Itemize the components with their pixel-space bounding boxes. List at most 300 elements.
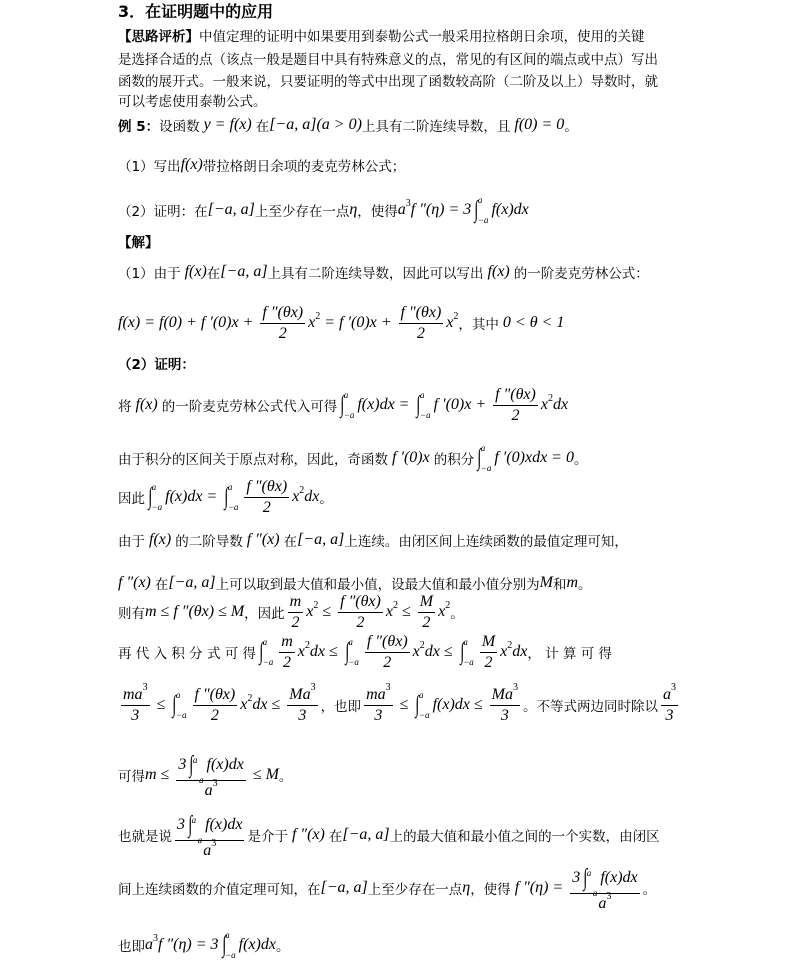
superscript: 3 — [211, 837, 217, 849]
bold-label: 【思路评析】 — [118, 29, 199, 45]
text-run: 上具有二阶连续导数，因此可以写出 — [267, 266, 484, 282]
math-expression: ma — [366, 685, 386, 703]
denominator — [420, 613, 432, 633]
text-run: 因此 — [118, 491, 145, 507]
text-run: 。 — [278, 769, 293, 785]
math-expression: a — [145, 936, 153, 953]
lower-limit: −a — [262, 657, 274, 667]
integral-limits — [348, 637, 359, 667]
text-run: 上可以取到最大值和最小值，设最大值和最小值分别为 — [215, 577, 540, 593]
integral-sign — [171, 690, 186, 720]
superscript: 2 — [507, 639, 513, 651]
upper-limit: a — [343, 390, 349, 400]
integral-sign — [258, 637, 273, 667]
lower-limit: −a — [463, 657, 474, 667]
superscript: 3 — [385, 681, 391, 693]
math-expression: f(0) = 0 — [510, 116, 565, 133]
integral-limits — [478, 195, 489, 225]
text-run: ，其中 — [458, 317, 499, 333]
integral-limits — [481, 443, 492, 473]
numerator — [570, 863, 639, 898]
math-expression: f(x)dx = — [357, 396, 414, 413]
math-expression: f(x) — [145, 531, 176, 548]
numerator — [121, 681, 150, 706]
math-expression: x — [385, 603, 393, 620]
upper-limit: a — [463, 637, 468, 647]
math-expression: ≤ — [318, 603, 336, 620]
text-run: 和 — [552, 577, 567, 593]
text-run: 上的最大值和最小值之间的一个实数，由闭区 — [389, 829, 660, 845]
integral-limits — [192, 750, 204, 785]
math-expression: [−a, a] — [207, 201, 255, 218]
math-expression: f(x) — [131, 396, 162, 413]
text-run: ，因此 — [244, 606, 285, 622]
integral-limits — [263, 637, 274, 667]
math-expression: η — [462, 879, 471, 896]
math-expression: 2 — [278, 324, 287, 342]
numerator — [279, 632, 295, 653]
math-expression: a — [204, 781, 213, 799]
math-expression: f(x)dx — [491, 201, 529, 218]
math-expression: [−a, a](a > 0) — [269, 116, 362, 133]
fraction — [176, 750, 245, 801]
denominator — [499, 706, 511, 726]
math-expression: x — [446, 314, 454, 331]
fraction — [193, 685, 238, 726]
text-run: 也就是说 — [118, 829, 172, 845]
denominator — [381, 653, 393, 673]
lower-limit: −a — [477, 215, 489, 225]
math-expression: a — [397, 201, 406, 218]
fraction — [287, 681, 317, 726]
math-expression: f ″(x) — [118, 574, 155, 591]
text-run: ，使得 — [470, 882, 511, 898]
superscript: 2 — [392, 599, 398, 611]
math-expression: Ma — [491, 685, 513, 703]
math-expression: 2 — [210, 706, 219, 724]
math-expression: η — [349, 201, 358, 218]
math-expression: 2 — [484, 653, 493, 671]
lower-limit: −a — [420, 410, 431, 420]
math-expression: 2 — [262, 498, 271, 516]
math-expression: x — [500, 643, 508, 660]
upper-limit: a — [480, 443, 486, 453]
integral-sign — [147, 482, 162, 512]
integral-symbol-icon: ∫ — [189, 751, 194, 778]
math-expression: [−a, a] — [297, 531, 345, 548]
integral-sign — [223, 482, 238, 512]
numerator — [661, 681, 678, 706]
superscript: 3 — [212, 777, 218, 789]
denominator — [129, 706, 141, 726]
math-expression: f ″(x) — [287, 826, 329, 843]
bold-label: 例 5： — [118, 119, 160, 135]
fraction — [490, 681, 520, 726]
math-expression: x — [292, 488, 300, 505]
text-run: 在 — [328, 829, 343, 845]
lower-limit: −a — [348, 657, 359, 667]
lower-limit: −a — [586, 887, 598, 898]
math-expression: x — [540, 396, 548, 413]
superscript: 3 — [310, 681, 316, 693]
upper-limit: a — [418, 690, 424, 700]
text-run: ， 计 算 可 得 — [527, 646, 613, 662]
math-expression: M — [539, 574, 553, 591]
integral-limits — [586, 863, 598, 898]
integral-sign — [339, 390, 354, 420]
fraction — [493, 385, 538, 426]
math-expression: f ″(θx) — [246, 477, 288, 495]
math-expression: 3 — [178, 755, 187, 773]
text-run: 的一阶麦克劳林公式： — [513, 266, 649, 282]
integral-sign — [188, 750, 204, 785]
text-run: 上至少存在一点 — [254, 204, 350, 220]
math-expression: f(x)dx — [238, 936, 276, 953]
denominator — [261, 498, 273, 518]
math-expression: f ″(η) = 3 — [410, 201, 472, 218]
numerator — [493, 385, 538, 406]
math-expression: f ″(θx) — [495, 385, 536, 403]
math-expression: M — [481, 632, 496, 650]
math-expression: f(x)dx = — [165, 488, 222, 505]
lower-limit: −a — [192, 774, 204, 785]
math-expression: m — [281, 632, 293, 650]
math-expression: 3 — [298, 706, 307, 724]
fraction — [365, 632, 410, 673]
lower-limit: −a — [227, 502, 239, 512]
text-run: 可得 — [118, 769, 145, 785]
integral-symbol-icon: ∫ — [221, 932, 226, 958]
upper-limit: a — [225, 930, 230, 940]
fraction — [418, 592, 435, 633]
integral-sign — [415, 390, 430, 420]
math-expression: f ″(x) — [242, 531, 284, 548]
math-expression: [−a, a] — [220, 263, 268, 280]
text-run: 中值定理的证明中如果要用到泰勒公式一般采用拉格朗日余项，使用的关键 — [199, 29, 645, 45]
numerator — [288, 592, 304, 613]
text-run: 。不等式两边同时除以 — [522, 699, 658, 715]
math-expression: x — [438, 603, 446, 620]
text-run: 上至少存在一点 — [367, 882, 463, 898]
text-run: 函数的展开式。一般来说，只要证明的等式中出现了函数较高阶（二阶及以上）导数时，就 — [118, 74, 658, 90]
superscript: 2 — [547, 392, 553, 404]
math-expression: a — [662, 685, 671, 703]
math-expression: x — [306, 603, 314, 620]
numerator — [175, 810, 244, 845]
upper-limit: a — [262, 637, 268, 647]
numerator — [338, 592, 383, 613]
math-expression: x — [240, 696, 248, 713]
upper-limit: a — [151, 482, 157, 492]
superscript: 2 — [315, 310, 321, 322]
superscript: 3 — [670, 681, 676, 693]
denominator — [203, 777, 220, 801]
integral-limits — [191, 810, 203, 845]
text-run: 在 — [206, 266, 221, 282]
fraction — [399, 303, 444, 344]
lower-limit: −a — [225, 950, 236, 960]
denominator — [281, 653, 293, 673]
integral-limits — [225, 930, 236, 960]
numerator — [399, 303, 444, 324]
integral-sign — [459, 637, 474, 667]
math-expression: [−a, a] — [168, 574, 216, 591]
text-run: （2）证明：在 — [118, 204, 208, 220]
math-expression: dx — [304, 488, 320, 505]
integral-symbol-icon: ∫ — [172, 692, 177, 718]
math-expression: a — [203, 841, 212, 859]
text-run: 上具有二阶连续导数，且 — [361, 119, 511, 135]
integral-symbol-icon: ∫ — [477, 445, 482, 471]
text-run: 间上连续函数的介值定理可知，在 — [118, 882, 321, 898]
text-run: 。 — [573, 452, 588, 468]
math-expression: 2 — [422, 613, 431, 631]
math-expression: f ″(θx) — [262, 303, 304, 321]
math-expression: ≤ M — [248, 766, 279, 783]
math-expression: x — [297, 643, 305, 660]
math-expression: x — [412, 643, 420, 660]
text-run: 也即 — [118, 939, 145, 955]
upper-limit: a — [586, 867, 592, 878]
math-expression: f ″(η) = 3 — [158, 936, 219, 953]
text-run: 。 — [319, 491, 333, 507]
text-run: 的二阶导数 — [175, 534, 243, 550]
lower-limit: −a — [175, 710, 187, 720]
math-expression: f(x)dx — [205, 815, 243, 833]
math-expression: m — [289, 592, 302, 610]
text-run: 。 — [578, 577, 592, 593]
math-expression: ≤ — [395, 696, 413, 713]
text-run: ，也即 — [320, 699, 362, 715]
math-expression: dx — [552, 396, 569, 413]
integral-limits — [463, 637, 474, 667]
math-expression: f ″(η) = — [510, 879, 568, 896]
fraction — [288, 592, 304, 633]
integral-sign — [344, 637, 359, 667]
superscript: 2 — [419, 639, 425, 651]
text-run: （1）写出 — [118, 159, 181, 175]
fraction — [661, 681, 678, 726]
math-expression: ≤ — [152, 696, 170, 713]
math-expression: f(x)dx — [206, 755, 244, 773]
fraction — [279, 632, 295, 673]
text-run: （1）由于 — [118, 266, 181, 282]
numerator — [244, 477, 289, 498]
upper-limit: a — [477, 195, 483, 205]
integral-symbol-icon: ∫ — [416, 392, 421, 418]
math-expression: m — [566, 574, 579, 591]
text-run: 的积分 — [433, 452, 475, 468]
denominator — [482, 653, 494, 673]
math-expression: dx ≤ — [309, 643, 342, 660]
text-run: 将 — [118, 399, 132, 415]
lower-limit: −a — [480, 463, 492, 473]
integral-limits — [420, 390, 431, 420]
integral-symbol-icon: ∫ — [224, 484, 229, 510]
text-run: 。 — [564, 119, 578, 135]
numerator — [176, 750, 245, 785]
math-expression: 2 — [356, 613, 365, 631]
text-run: 可以考虑使用泰勒公式。 — [118, 94, 267, 110]
integral-limits — [152, 482, 163, 512]
integral-sign — [414, 690, 429, 720]
integral-symbol-icon: ∫ — [459, 639, 464, 665]
numerator — [480, 632, 497, 653]
lower-limit: −a — [191, 834, 203, 845]
text-run: 再 代 入 积 分 式 可 得 — [118, 646, 257, 662]
fraction — [244, 477, 289, 518]
numerator — [365, 632, 410, 653]
upper-limit: a — [192, 754, 198, 765]
text-run: 由于积分的区间关于原点对称，因此，奇函数 — [118, 452, 388, 468]
fraction — [260, 303, 305, 344]
numerator — [260, 303, 305, 324]
integral-limits — [176, 690, 187, 720]
text-run: 在 — [154, 577, 169, 593]
math-expression: Ma — [289, 685, 311, 703]
denominator — [663, 706, 675, 726]
integral-sign — [473, 195, 488, 225]
math-expression: f ″(θx) — [340, 592, 381, 610]
math-expression: 2 — [383, 653, 392, 671]
superscript: 2 — [445, 599, 451, 611]
math-expression: f(x)dx — [600, 868, 638, 886]
math-expression: 3 — [131, 706, 140, 724]
math-expression: ma — [123, 685, 143, 703]
text-run: 的一阶麦克劳林公式代入可得 — [161, 399, 338, 415]
math-expression: 0 < θ < 1 — [498, 314, 565, 331]
math-expression: M — [419, 592, 434, 610]
math-expression: = f ′(0)x + — [320, 314, 396, 331]
integral-symbol-icon: ∫ — [474, 197, 479, 223]
text-run: 在 — [283, 534, 298, 550]
fraction — [175, 810, 244, 861]
math-expression: [−a, a] — [342, 826, 390, 843]
superscript: 3 — [606, 890, 612, 902]
math-expression: f ″(θx) — [366, 632, 408, 650]
math-expression: f(x)dx ≤ — [432, 696, 487, 713]
denominator — [509, 406, 521, 426]
denominator — [415, 324, 427, 344]
fraction — [364, 681, 393, 726]
numerator — [287, 681, 317, 706]
upper-limit: a — [191, 814, 197, 825]
math-expression: x — [308, 314, 316, 331]
text-run: 。 — [450, 606, 464, 622]
lower-limit: −a — [418, 710, 430, 720]
bold-label: 【解】 — [118, 235, 159, 251]
denominator — [289, 613, 301, 633]
denominator — [354, 613, 366, 633]
integral-sign — [476, 443, 491, 473]
math-expression: f(x) — [180, 263, 207, 280]
superscript: 3 — [405, 197, 411, 209]
lower-limit: −a — [151, 502, 163, 512]
superscript: 2 — [247, 692, 253, 704]
text-run: 由于 — [118, 534, 145, 550]
integral-symbol-icon: ∫ — [583, 864, 588, 891]
denominator — [596, 890, 613, 914]
upper-limit: a — [227, 482, 233, 492]
math-expression: 3 — [177, 815, 185, 833]
text-run: 设函数 — [159, 119, 200, 135]
math-expression: f ′(0)x — [388, 449, 434, 466]
superscript: 3 — [512, 681, 518, 693]
integral-symbol-icon: ∫ — [340, 392, 345, 418]
math-expression: dx — [512, 643, 528, 660]
superscript: 2 — [313, 599, 319, 611]
superscript: 3 — [153, 932, 158, 944]
upper-limit: a — [348, 637, 353, 647]
integral-sign — [187, 810, 203, 845]
math-expression: a — [598, 894, 607, 912]
upper-limit: a — [420, 390, 425, 400]
math-expression: 3 — [500, 706, 509, 724]
numerator — [490, 681, 520, 706]
superscript: 2 — [299, 484, 305, 496]
text-run: 是介于 — [247, 829, 288, 845]
integral-limits — [344, 390, 355, 420]
math-expression: f(x) = f(0) + f ′(0)x + — [118, 314, 258, 331]
text-run: 。 — [642, 882, 657, 898]
denominator — [296, 706, 308, 726]
integral-limits — [419, 690, 430, 720]
integral-limits — [228, 482, 239, 512]
integral-symbol-icon: ∫ — [345, 639, 350, 665]
integral-sign — [582, 863, 598, 898]
text-run: 。 — [275, 939, 290, 955]
bold-label: （2）证明： — [118, 357, 195, 373]
text-run: 在 — [255, 119, 270, 135]
numerator — [364, 681, 393, 706]
text-run: 则有 — [118, 606, 145, 622]
integral-symbol-icon: ∫ — [188, 811, 193, 838]
math-expression: f ′(0)x + — [433, 396, 491, 413]
superscript: 2 — [453, 310, 459, 322]
integral-symbol-icon: ∫ — [415, 692, 420, 718]
fraction — [570, 863, 639, 914]
lower-limit: −a — [343, 410, 355, 420]
math-expression: f ″(θx) — [194, 685, 236, 703]
fraction — [338, 592, 383, 633]
denominator — [277, 324, 289, 344]
text-run: 是选择合适的点（该点一般是题目中具有特殊意义的点，常见的有区间的端点或中点）写出 — [118, 52, 658, 68]
math-expression: 2 — [416, 324, 425, 342]
numerator — [193, 685, 238, 706]
fraction — [121, 681, 150, 726]
math-expression: m ≤ f ″(θx) ≤ M — [145, 603, 245, 620]
text-run: 带拉格朗日余项的麦克劳林公式； — [202, 159, 406, 175]
math-expression: f(x) — [180, 156, 203, 173]
superscript: 2 — [304, 639, 310, 651]
upper-limit: a — [175, 690, 181, 700]
math-expression: dx ≤ — [424, 643, 457, 660]
math-expression: ≤ — [397, 603, 415, 620]
integral-sign — [221, 930, 236, 960]
fraction — [480, 632, 497, 673]
math-expression: y = f(x) — [199, 116, 256, 133]
math-expression: m ≤ — [145, 766, 174, 783]
math-expression: 3 — [572, 868, 581, 886]
denominator — [372, 706, 384, 726]
math-expression: 2 — [511, 406, 520, 424]
text-run: ，使得 — [357, 204, 398, 220]
math-expression: f ′(0)xdx = 0 — [494, 449, 574, 466]
math-expression: f(x) — [483, 263, 514, 280]
math-expression: 3 — [665, 706, 674, 724]
math-expression: f ″(θx) — [400, 303, 442, 321]
math-expression: 3 — [374, 706, 383, 724]
